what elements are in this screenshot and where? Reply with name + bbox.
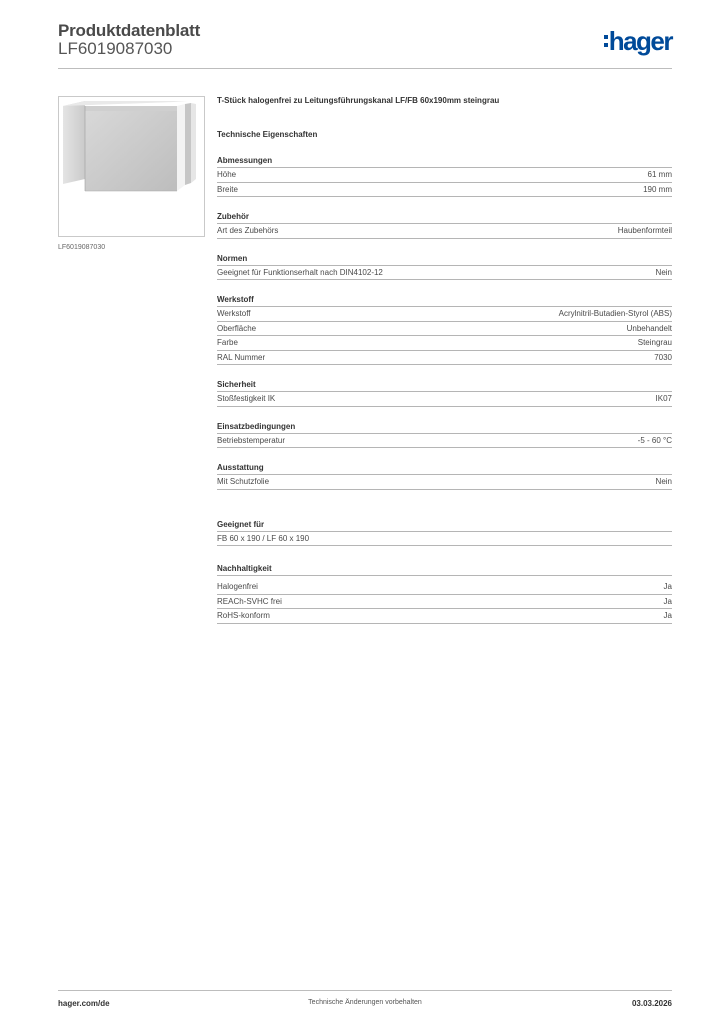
section-title: Nachhaltigkeit [217,564,672,576]
section-title: Normen [217,254,672,266]
spec-label: FB 60 x 190 / LF 60 x 190 [217,533,310,543]
spec-value: -5 - 60 °C [637,435,672,445]
spec-label: RAL Nummer [217,352,266,362]
spec-value: Steingrau [637,338,672,347]
footer-disclaimer: Technische Änderungen vorbehalten [308,999,422,1006]
section-ausstattung [217,463,672,490]
product-photo [59,97,204,236]
section-title: Geeignet für [217,520,672,532]
footer-website: hager.com/de [58,999,110,1008]
logo-text: hager [608,26,672,56]
spec-label: Halogenfrei [217,582,258,591]
section-abmessungen [217,156,672,197]
spec-label: Werkstoff [217,309,251,318]
section-title: Einsatzbedingungen [217,422,672,434]
section-normen [217,254,672,281]
spec-row [217,322,672,337]
spec-value: 7030 [654,352,672,362]
section-geeignet-fuer [217,520,672,547]
section-title: Zubehör [217,212,672,224]
spec-label: Stoßfestigkeit IK [217,394,276,403]
section-werkstoff [217,295,672,365]
product-title: T-Stück halogenfrei zu Leitungsführungskanal LF/FB 60x190mm steingrau [217,96,500,105]
spec-row [217,336,672,351]
spec-row [217,266,672,281]
spec-row [217,532,672,547]
spec-value: Ja [663,582,672,591]
spec-value: Acrylnitril-Butadien-Styrol (ABS) [558,309,672,318]
product-details [217,96,672,624]
page-header [58,20,672,69]
spec-value: IK07 [655,394,672,403]
spec-row [217,595,672,610]
spec-row [217,351,672,366]
spec-value: 190 mm [643,184,672,194]
section-nachhaltigkeit [217,564,672,624]
section-title: Ausstattung [217,463,672,475]
product-number: LF6019087030 [58,39,173,58]
spec-row [217,475,672,490]
spec-label: Oberfläche [217,323,257,333]
spec-label: Betriebstemperatur [217,435,286,445]
logo-dots-icon [604,35,608,47]
spec-label: Mit Schutzfolie [217,477,270,486]
spec-label: REACh-SVHC frei [217,596,282,606]
spec-value: 61 mm [647,170,672,179]
spec-row [217,434,672,449]
spec-row [217,580,672,595]
section-sicherheit [217,380,672,407]
spec-value: Haubenformteil [617,226,672,235]
hager-logo [604,28,672,54]
spec-row [217,224,672,239]
spec-label: Farbe [217,338,238,347]
section-zubehoer [217,212,672,239]
spec-row [217,168,672,183]
product-image [58,96,205,237]
spec-row [217,609,672,624]
spec-label: Geeignet für Funktionserhalt nach DIN4102-12 [217,267,383,277]
section-title: Sicherheit [217,380,672,392]
spec-label: Art des Zubehörs [217,226,279,235]
spec-value: Ja [663,611,672,620]
spec-value: Nein [655,267,672,277]
footer-date: 03.03.2026 [631,999,672,1008]
page-footer [58,990,672,1015]
document-title: Produktdatenblatt [58,21,201,40]
spec-row [217,392,672,407]
spec-label: Höhe [217,170,237,179]
spec-value: Nein [655,477,672,486]
image-caption: LF6019087030 [58,244,106,251]
spec-label: Breite [217,184,238,194]
spec-label: RoHS-konform [217,611,270,620]
spec-row [217,183,672,198]
spec-value: Unbehandelt [626,323,672,333]
section-title: Abmessungen [217,156,672,168]
section-einsatzbedingungen [217,422,672,449]
spec-value: Ja [663,596,672,606]
section-title: Werkstoff [217,295,672,307]
section-subtitle: Technische Eigenschaften [217,130,318,139]
spec-row [217,307,672,322]
